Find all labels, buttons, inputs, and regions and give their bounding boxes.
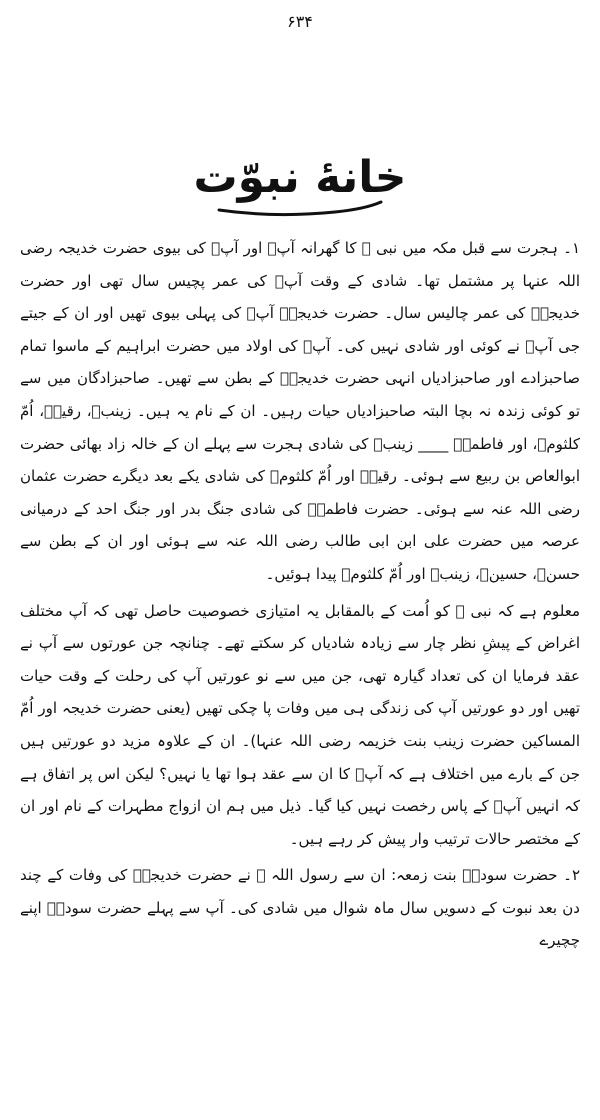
chapter-title: خانهٔ نبوّت [193,152,407,203]
title-swash-ornament [215,198,385,218]
page-number: ۶۳۴ [287,12,313,31]
paragraph-3: ۲۔ حضرت سودہؓ بنت زمعہ: ان سے رسول اللہ ﷺ نے حضرت خدیجہؓ کی وفات کے چند دن بعد نبوت کے دسویں سال ماہ شوال میں شادی کی۔ آپ سے پہلے حضرت سودہؓ اپنے چچیرے [20,866,580,950]
paragraph-1: ۱۔ ہجرت سے قبل مکہ میں نبی ﷺ کا گھرانہ آپؐ اور آپؐ کی بیوی حضرت خدیجہ رضی اللہ عنہا پر مشتمل تھا۔ شادی کے وقت آپؐ کی عمر پچیس سال تھی اور حضرت خدیجہؓ کی عمر چالیس سال۔ حضرت خدیجہؓ آپؐ کی پہلی بیوی تھیں اور ان کے جیتے جی آپؐ نے کوئی اور شادی نہیں کی۔ آپؐ کی اولاد میں حضرت ابراہیم کے ماسوا تمام صاحبزادے اور صاحبزادیاں انہی حضرت خدیجہؓ کے بطن سے تھیں۔ صاحبزادگان میں سے تو کوئی زندہ نہ بچا البتہ صاحبزادیاں حیات رہیں۔ ان کے نام یہ ہیں۔ زینبؓ، رقیہؓ، اُمّ کلثومؓ، اور فاطمہؓ ____ زینبؓ کی شادی ہجرت سے پہلے ان کے خالہ زاد بھائی حضرت ابوالعاص بن ربیع سے ہوئی۔ رقیہؓ اور اُمّ کلثومؓ کی شادی یکے بعد دیگرے حضرت عثمان رضی اللہ عنہ سے ہوئی۔ حضرت فاطمہؓ کی شادی جنگ بدر اور جنگ احد کے درمیانی عرصہ میں حضرت علی ابن ابی طالب رضی اللہ عنہ سے ہوئی اور ان کے بطن سے حسنؓ، حسینؓ، زینبؓ اور اُمّ کلثومؓ پیدا ہوئیں۔ [20,239,580,583]
paragraph-2: معلوم ہے کہ نبی ﷺ کو اُمت کے بالمقابل یہ امتیازی خصوصیت حاصل تھی کہ آپ مختلف اغراض کے پیشِ نظر چار سے زیادہ شادیاں کر سکتے تھے۔ چنانچہ جن عورتوں سے آپ نے عقد فرمایا ان کی تعداد گیارہ تھی، جن میں سے نو عورتیں آپ کی رحلت کے وقت حیات تھیں اور دو عورتیں آپ کی زندگی ہی میں وفات پا چکی تھیں (یعنی حضرت خدیجہ اور اُمّ المساکین حضرت زینب بنت خزیمہ رضی اللہ عنہا)۔ ان کے علاوہ مزید دو عورتیں ہیں جن کے بارے میں اختلاف ہے کہ آپؐ کا ان سے عقد ہوا تھا یا نہیں؟ لیکن اس پر اتفاق ہے کہ انہیں آپؐ کے پاس رخصت نہیں کیا گیا۔ ذیل میں ہم ان ازواج مطہرات کے نام اور ان کے مختصر حالات ترتیب وار پیش کر رہے ہیں۔ [20,601,580,848]
chapter-heading [0,150,600,230]
body-text [20,232,580,957]
